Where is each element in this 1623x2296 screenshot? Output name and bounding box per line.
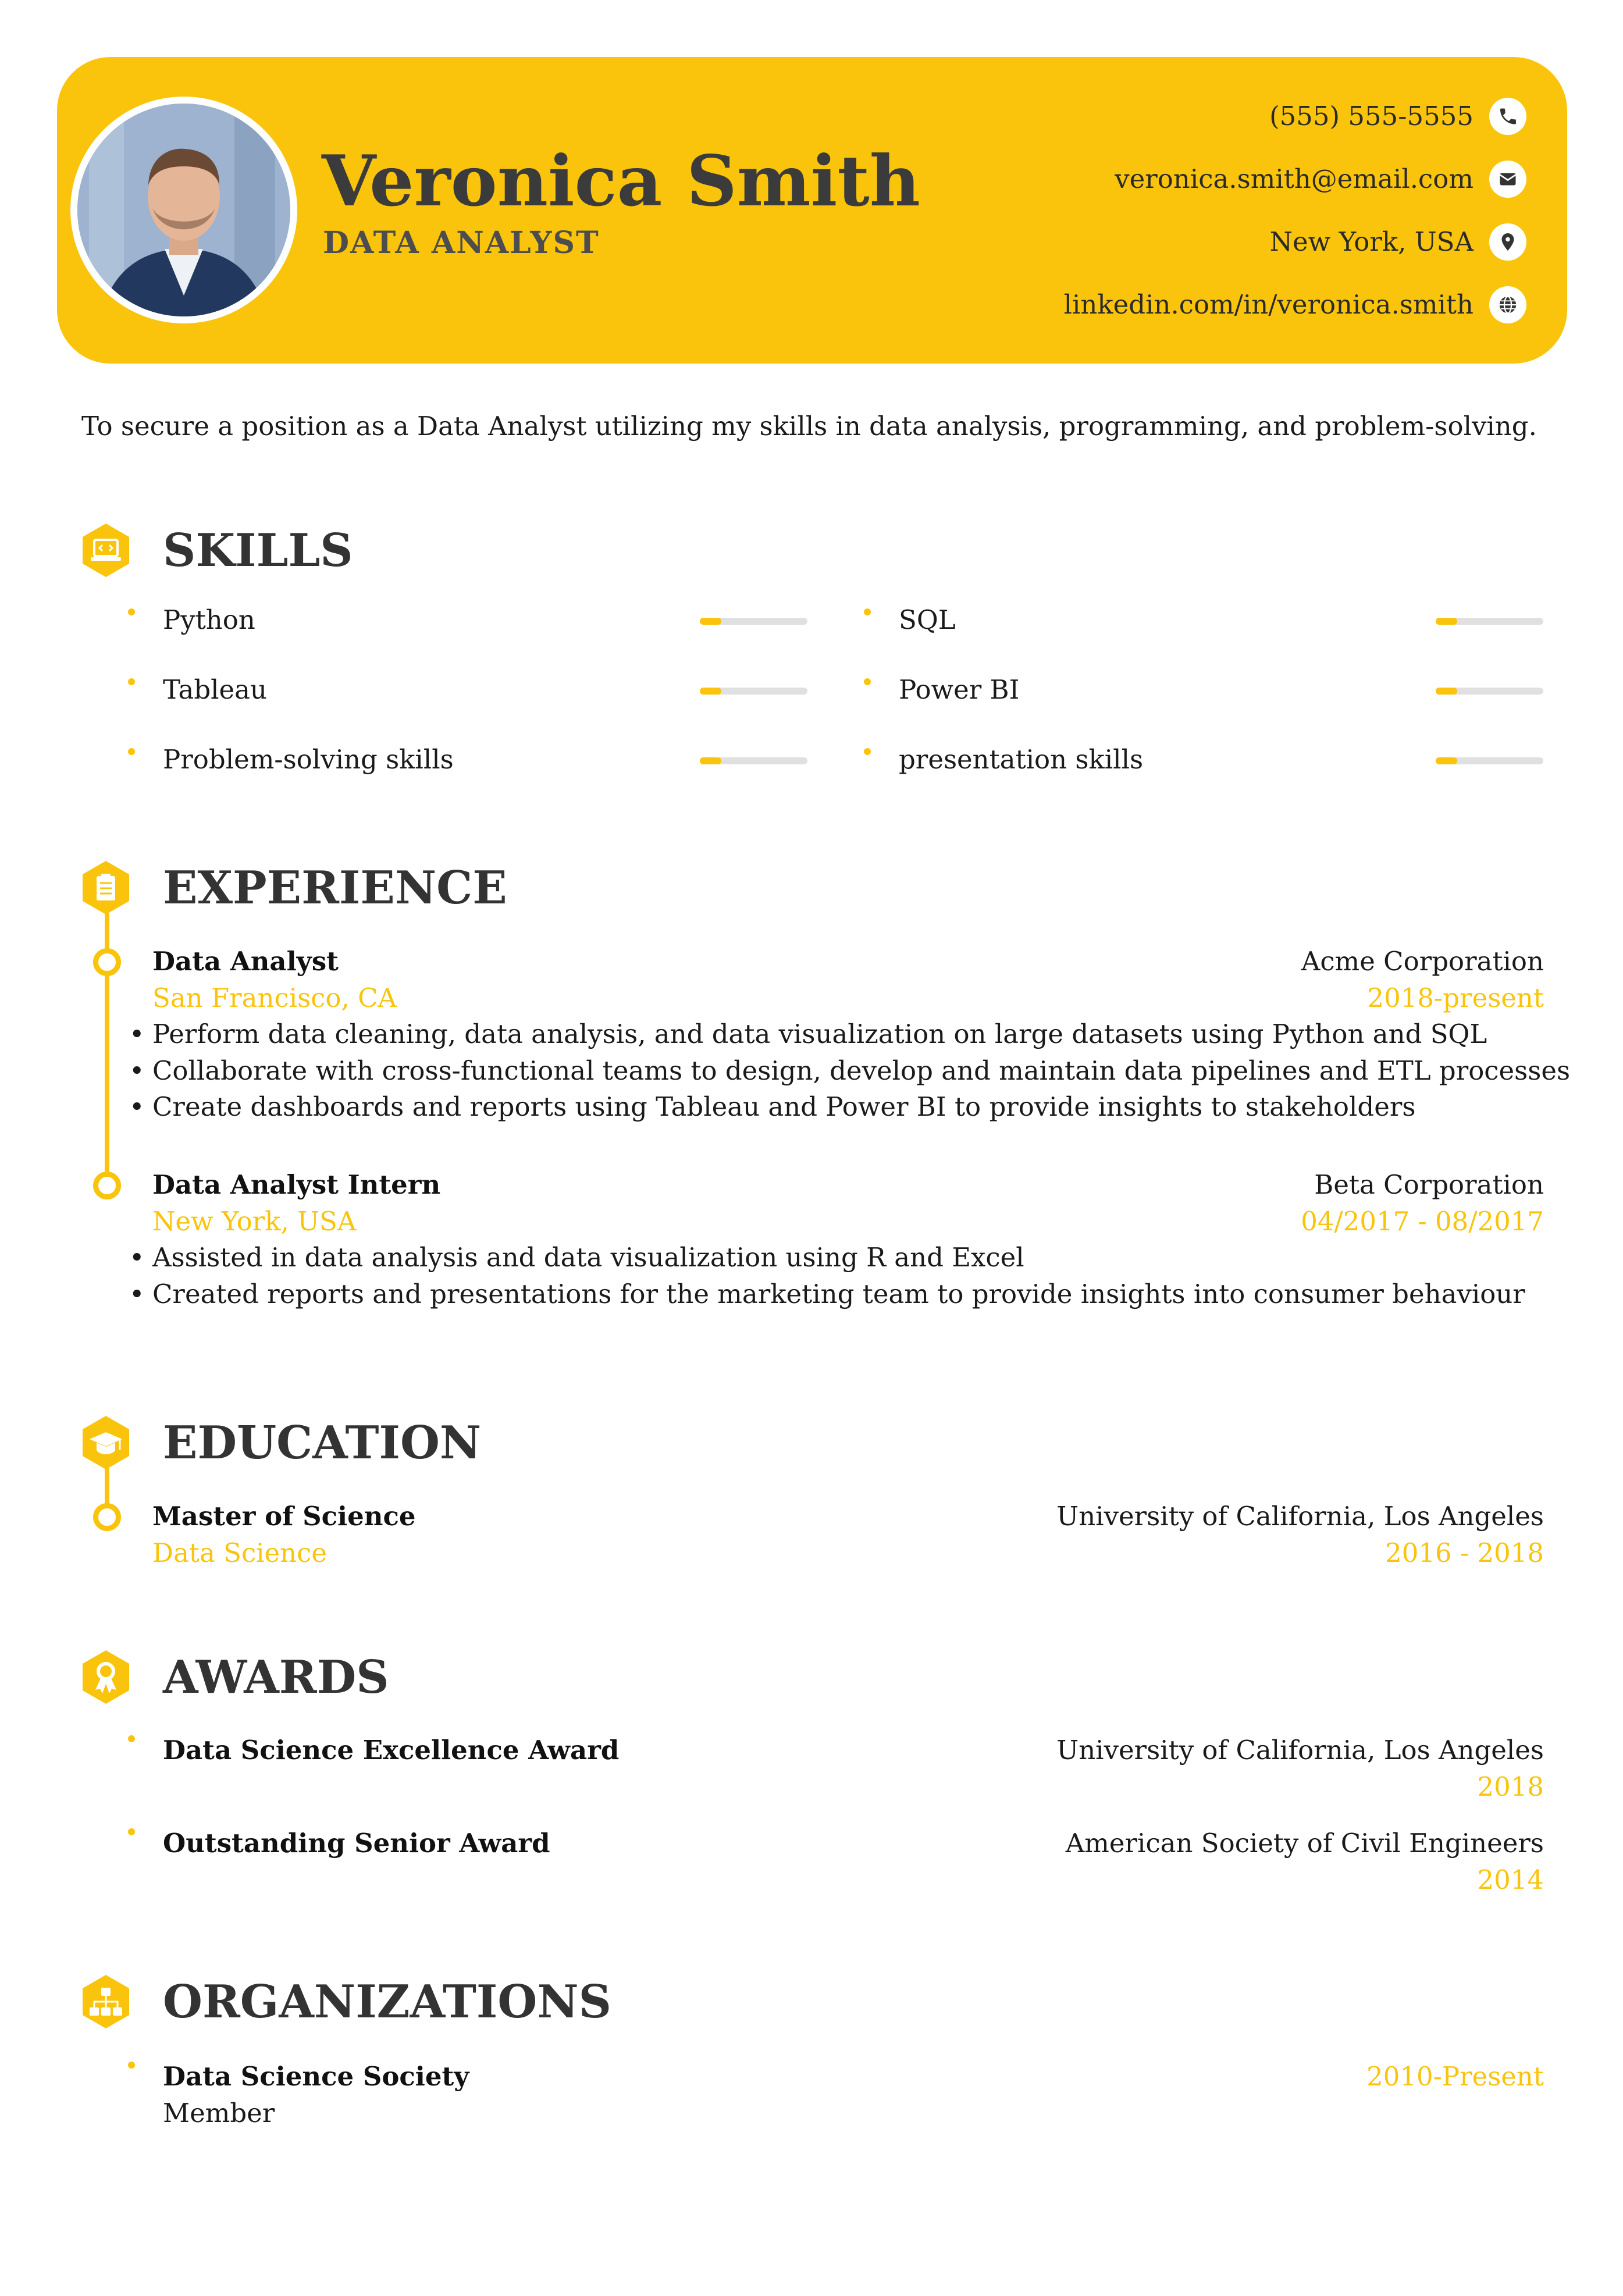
contact-location: New York, USA [1269,226,1473,257]
contact-email[interactable]: veronica.smith@email.com [1115,163,1473,194]
skill-bullet-dot [128,748,135,755]
experience-bullet: • Perform data cleaning, data analysis, and data visualization on large datasets using Python and SQL [152,1021,1487,1047]
skill-level-bar [1436,688,1543,695]
skills-heading: SKILLS [163,524,353,577]
map-pin-icon [1489,223,1526,261]
skill-name: Problem-solving skills [163,744,454,775]
skill-level-bar [700,688,807,695]
award-name: Outstanding Senior Award [163,1828,550,1859]
awards-ribbon-icon [78,1649,134,1705]
experience-clipboard-icon [78,860,134,916]
contact-linkedin[interactable]: linkedin.com/in/veronica.smith [1063,289,1473,320]
skill-level-fill [1436,688,1457,695]
skill-bullet-dot [864,678,871,685]
phone-icon [1489,98,1526,135]
skill-level-fill [700,618,721,625]
skill-bullet-dot [128,678,135,685]
timeline-node [93,948,121,976]
profile-photo [77,104,290,316]
award-year: 2018 [1477,1771,1544,1802]
experience-bullet: • Assisted in data analysis and data visualization using R and Excel [152,1244,1024,1270]
globe-icon [1489,286,1526,323]
job-title: DATA ANALYST [323,225,600,261]
education-dates: 2016 - 2018 [1385,1537,1544,1568]
award-issuer: American Society of Civil Engineers [1065,1828,1544,1859]
organization-name: Data Science Society [163,2061,469,2092]
experience-heading: EXPERIENCE [163,862,507,914]
objective-text: To secure a position as a Data Analyst utilizing my skills in data analysis, programming, and problem-solving. [81,411,1537,442]
education-field: Data Science [152,1537,327,1568]
skill-bullet-dot [864,748,871,755]
education-heading: EDUCATION [163,1416,482,1469]
skill-level-fill [1436,618,1457,625]
contact-phone[interactable]: (555) 555-5555 [1269,101,1473,131]
skill-name: Tableau [163,674,267,705]
skill-level-fill [700,757,721,764]
skill-bullet-dot [128,608,135,615]
skill-level-fill [1436,757,1457,764]
experience-bullet: • Created reports and presentations for the marketing team to provide insights into consumer behaviour [152,1281,1525,1307]
award-name: Data Science Excellence Award [163,1735,620,1765]
experience-company: Acme Corporation [1301,946,1544,977]
experience-dates: 04/2017 - 08/2017 [1301,1206,1544,1237]
timeline-node [93,1503,121,1531]
education-degree: Master of Science [152,1501,416,1532]
skill-level-bar [1436,618,1543,625]
award-bullet-dot [128,1735,135,1742]
organization-dates: 2010-Present [1366,2061,1544,2092]
skill-level-bar [700,757,807,764]
skill-level-bar [1436,757,1543,764]
experience-location: New York, USA [152,1206,357,1237]
candidate-name: Veronica Smith [322,140,921,222]
timeline-node [93,1172,121,1199]
experience-dates: 2018-present [1367,983,1544,1013]
experience-role: Data Analyst Intern [152,1169,441,1200]
skill-bullet-dot [864,608,871,615]
organizations-heading: ORGANIZATIONS [163,1975,611,2028]
envelope-icon [1489,161,1526,198]
education-school: University of California, Los Angeles [1056,1501,1544,1532]
skill-level-bar [700,618,807,625]
skill-level-fill [700,688,721,695]
awards-heading: AWARDS [163,1651,389,1704]
organization-bullet-dot [128,2062,135,2069]
award-bullet-dot [128,1828,135,1835]
experience-bullet: • Collaborate with cross-functional teams to design, develop and maintain data pipelines and ETL processes [152,1058,1570,1084]
organizations-sitemap-icon [78,1974,134,2030]
award-issuer: University of California, Los Angeles [1056,1735,1544,1765]
award-year: 2014 [1477,1864,1544,1895]
experience-bullet: • Create dashboards and reports using Tableau and Power BI to provide insights to stakeholders [152,1094,1415,1120]
skill-name: SQL [899,604,956,635]
skill-name: presentation skills [899,744,1144,775]
skill-name: Power BI [899,674,1020,705]
organization-role: Member [163,2098,275,2128]
experience-company: Beta Corporation [1314,1169,1544,1200]
experience-role: Data Analyst [152,946,339,977]
education-cap-icon [78,1415,134,1471]
skills-laptop-icon [78,522,134,578]
experience-location: San Francisco, CA [152,983,397,1013]
skill-name: Python [163,604,255,635]
